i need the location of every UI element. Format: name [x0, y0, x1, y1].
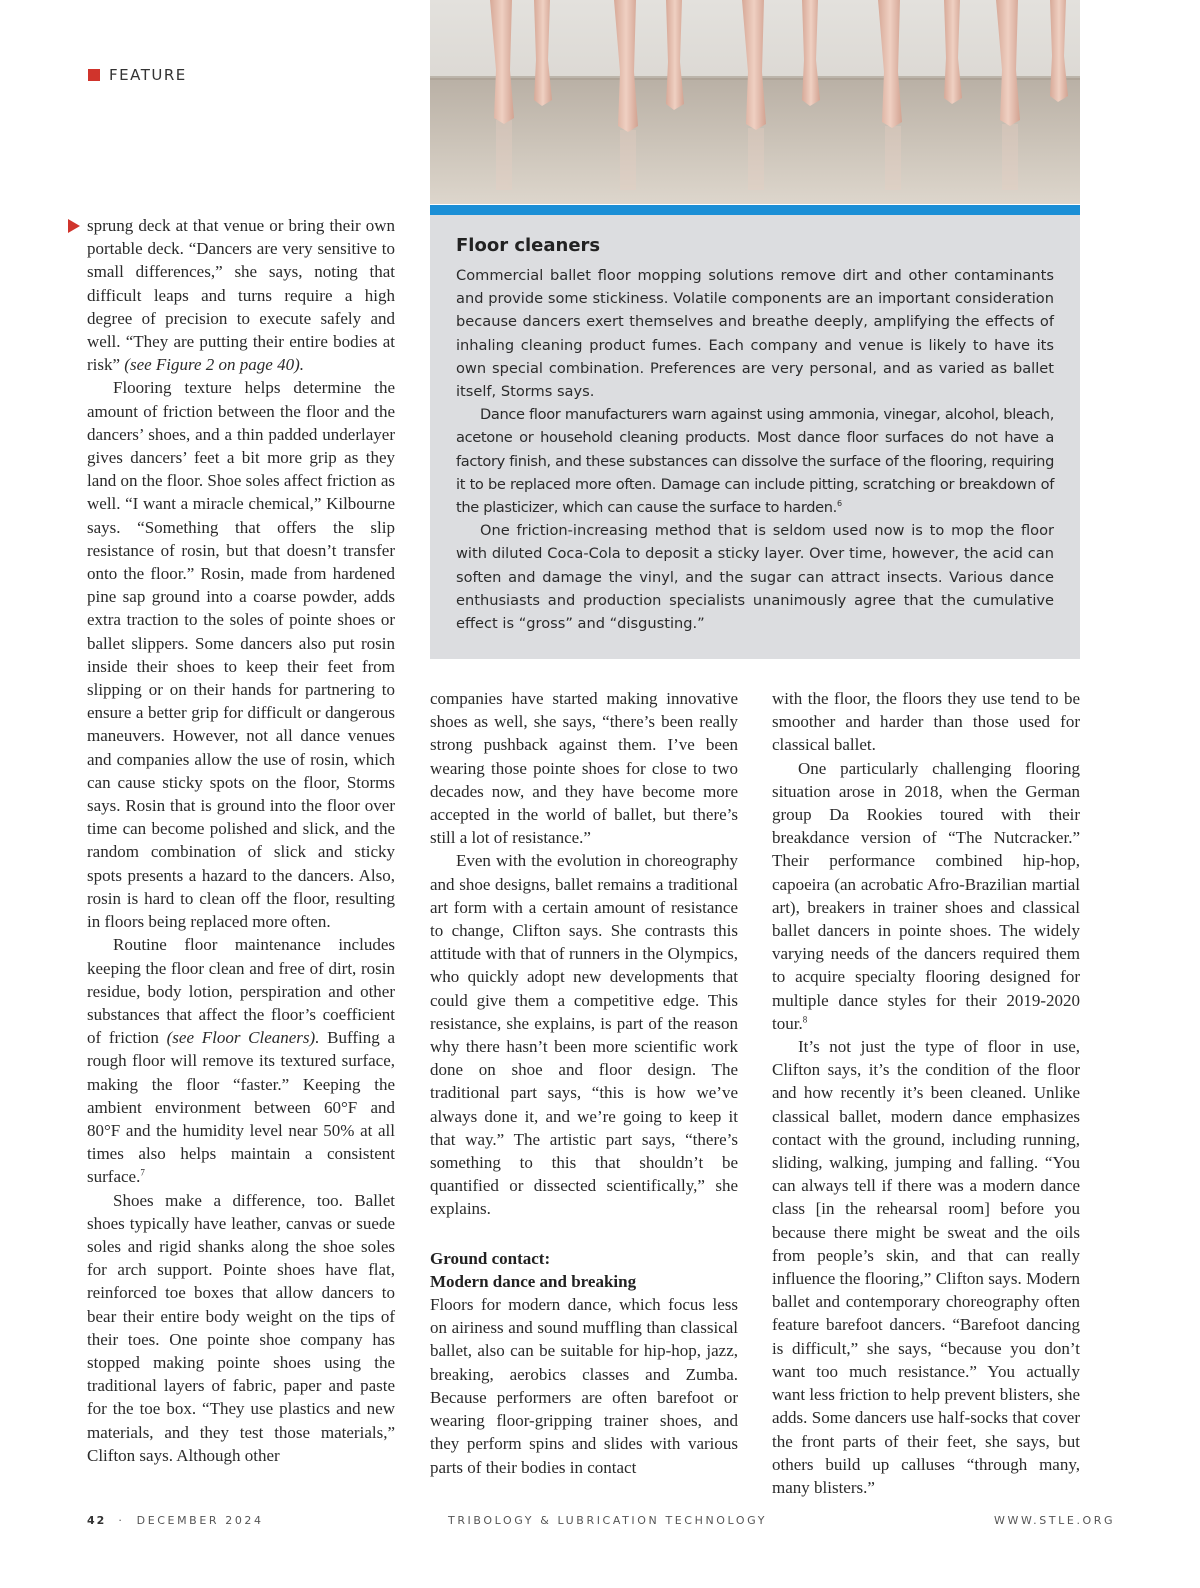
- website-url: WWW.STLE.ORG: [994, 1514, 1116, 1527]
- col1-paragraph-3-text-a: Routine floor maintenance includes keeping the floor clean and free of dirt, rosin residue, body lotion, perspiration and other substances that affect the floor’s coefficient of friction: [87, 935, 395, 1048]
- sidebar-top-rule: [430, 205, 1080, 215]
- sidebar-paragraph-2: [456, 403, 1054, 519]
- article-column-2: [430, 687, 738, 1479]
- footer-separator: ·: [118, 1514, 125, 1527]
- article-column-1: [87, 214, 395, 1467]
- page-number: 42: [87, 1514, 107, 1527]
- col3-paragraph-2-text: One particularly challenging flooring situation arose in 2018, when the German group Da Rookies toured with their breakdance version of “The Nutcracker.” Their performance combined hip-hop, capoeira (an acrobatic Afro-Brazilian martial art), breakers in trainer shoes and classical ballet dancers in pointe shoes. The widely varying needs of the dancers required them to acquire specialty flooring designed for multiple dance styles for their 2019-2020 tour.: [772, 758, 1080, 1033]
- col1-paragraph-4: Shoes make a difference, too. Ballet shoes typically have leather, canvas or suede soles and rigid shanks along the shoe soles for arch support. Pointe shoes have flat, reinforced toe boxes that allow dancers to bear their entire body weight on the tips of their toes. One pointe shoe company has stopped making pointe shoes using the traditional layers of fabric, paper and paste for the toe box. “They use plastics and new materials, and they test those materials,” Clifton says. Although other: [87, 1190, 395, 1465]
- continued-arrow-icon: [68, 219, 80, 233]
- issue-date: DECEMBER 2024: [136, 1514, 264, 1527]
- col2-paragraph-1: companies have started making innovative shoes as well, she says, “there’s been really strong pushback against them. I’ve been wearing those pointe shoes for close to two decades now, and they have become more accepted in the world of ballet, but there’s still a lot of resistance.”: [430, 689, 738, 848]
- sidebar-paragraph-3: One friction-increasing method that is seldom used now is to mop the floor with diluted Coca-Cola to deposit a sticky layer. Over time, however, the acid can soften and damage the vinyl, and the sugar can attract insects. Various dance enthusiasts and production specialists unanimously agree that the cumulative effect is “gross” and “disgusting.”: [456, 522, 1054, 633]
- section-label: [88, 66, 187, 84]
- col1-paragraph-3: [87, 933, 395, 1188]
- col1-paragraph-1: [87, 214, 395, 376]
- col3-paragraph-1: with the floor, the floors they use tend to be smoother and harder than those used for classical ballet.: [772, 689, 1080, 755]
- sidebar-reference: (see Floor Cleaners).: [158, 1028, 320, 1048]
- sidebar-title: Floor cleaners: [456, 235, 601, 256]
- section-marker-icon: [88, 69, 100, 81]
- col1-paragraph-3-text-b: Buffing a rough floor will remove its textured surface, making the floor “faster.” Keeping the ambient environment between 60°F and 80°F and the humidity level near 50% at all times also helps maintain a consistent surface.: [87, 1028, 396, 1187]
- footnote-ref-6: 6: [836, 499, 842, 509]
- col3-paragraph-2: [772, 757, 1080, 1035]
- section-label-text: FEATURE: [109, 66, 187, 84]
- sidebar-paragraph-1: Commercial ballet floor mopping solutions remove dirt and other contaminants and provide some stickiness. Volatile components are an important consideration because dancers exert themselves and breathe deeply, amplifying the effects of inhaling cleaning product fumes. Each company and venue is likely to have its own special combination. Preferences are very personal, and as varied as ballet itself, Storms says.: [456, 267, 1054, 401]
- col2-paragraph-3: Floors for modern dance, which focus less on airiness and sound muffling than classical ballet, also can be suitable for hip-hop, jazz, breaking, aerobics classes and Zumba. Because performers are often barefoot or wearing floor-gripping trainer shoes, and they perform spins and slides with various parts of their bodies in contact: [430, 1295, 738, 1477]
- footnote-ref-8: 8: [802, 1014, 808, 1025]
- floor-cleaners-sidebar: [430, 215, 1080, 659]
- ballet-feet-photo: [430, 0, 1080, 204]
- col3-paragraph-3: It’s not just the type of floor in use, Clifton says, it’s the condition of the floor and how recently it’s been cleaned. Unlike classical ballet, modern dance emphasizes contact with the ground, including running, sliding, walking, jumping and falling. “You can always tell if there was a modern dance class [in the rehearsal room] before you because there might be sweat and the oils from people’s skin, and that can really influence the flooring,” Clifton says. Modern ballet and contemporary choreography often feature barefoot dancers. “Barefoot dancing is difficult,” she says, “because you don’t want too much resistance.” You actually want less friction to help prevent blisters, she adds. Some dancers use half-socks that cover the front parts of their feet, she says, but others build up calluses “through many, many blisters.”: [772, 1037, 1080, 1497]
- col2-paragraph-2: Even with the evolution in choreography and shoe designs, ballet remains a traditional art form with a certain amount of resistance to change, Clifton says. She contrasts this attitude with that of runners in the Olympics, who quickly adopt new developments that could give them a competitive edge. This resistance, she explains, is part of the reason why there hasn’t been more scientific work done on shoe and floor design. The traditional part says, “this is how we’ve always done it, and we’re going to keep it that way.” The artistic part says, “there’s something to this that shouldn’t be quantified or dissected scientifically,” she explains.: [430, 851, 738, 1219]
- figure-reference: (see Figure 2 on page 40).: [120, 355, 305, 375]
- col1-paragraph-2: Flooring texture helps determine the amount of friction between the floor and the dancers’ shoes, and a thin padded underlayer gives dancers’ feet a bit more grip as they land on the floor. Shoe soles affect friction as well. “I want a miracle chemical,” Kilbourne says. “Something that offers the slip resistance of rosin, but that doesn’t transfer onto the floor.” Rosin, made from hardened pine sap ground into a coarse powder, adds extra traction to the soles of pointe shoes or ballet slippers. Some dancers also put rosin inside their shoes to keep their feet from slipping or on their hands for partnering to ensure a better grip for difficult or dangerous maneuvers. However, not all dance venues and companies allow the use of rosin, which can cause sticky spots on the floor, Storms says. Rosin that is ground into the floor over time can become polished and slick, and the random combination of slick and sticky spots presents a hazard to the dancers. Also, rosin is hard to clean off the floor, resulting in floors being replaced more often.: [87, 378, 395, 932]
- footnote-ref-7: 7: [140, 1167, 145, 1178]
- sidebar-paragraph-2-text: Dance floor manufacturers warn against using ammonia, vinegar, alcohol, bleach, acetone or household cleaning products. Most dance floor surfaces do not have a factory finish, and these substances can dissolve the surface of the flooring, requiring it to be replaced more often. Damage can include pitting, scratching or breakdown of the plasticizer, which can cause the surface to harden.: [456, 406, 1054, 517]
- magazine-name: TRIBOLOGY & LUBRICATION TECHNOLOGY: [448, 1514, 768, 1527]
- col1-paragraph-1-text: sprung deck at that venue or bring their own portable deck. “Dancers are very sensitive to small differences,” she says, noting that difficult leaps and turns require a high degree of precision to execute safely and well. “They are putting their entire bodies at risk”: [87, 216, 395, 375]
- subhead-modern-dance: Modern dance and breaking: [430, 1271, 637, 1291]
- subhead-ground-contact: Ground contact:: [430, 1248, 551, 1268]
- article-column-3: [772, 687, 1080, 1499]
- footer-left: [87, 1514, 264, 1527]
